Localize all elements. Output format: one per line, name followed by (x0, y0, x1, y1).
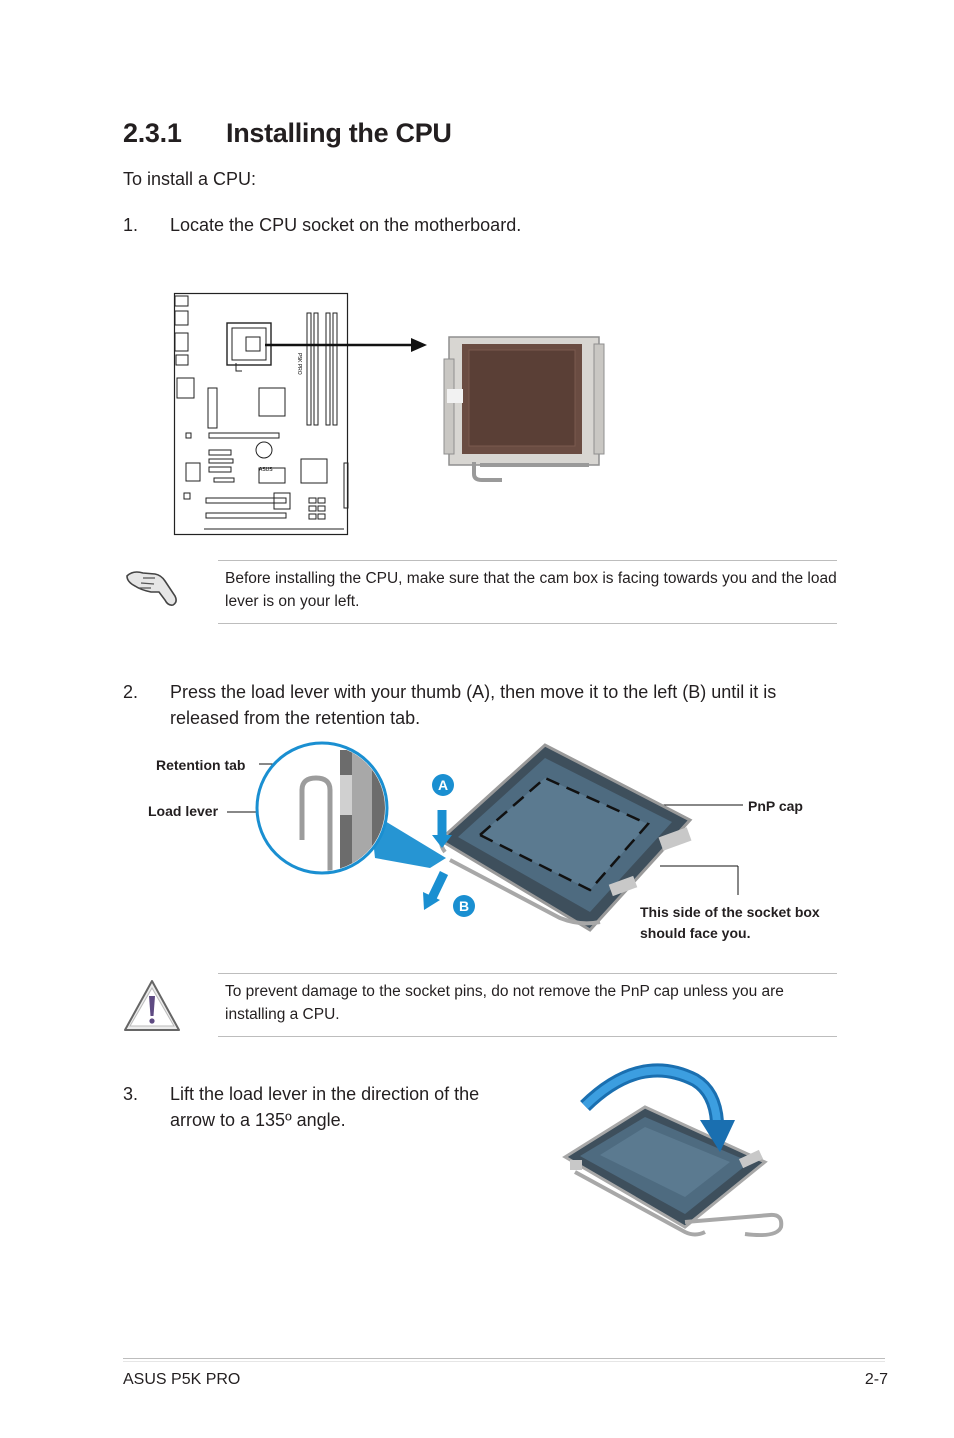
section-heading (123, 118, 452, 149)
note-cam-box-text: Before installing the CPU, make sure that the cam box is facing towards you and the load lever is on your left. (225, 570, 837, 610)
intro-text: To install a CPU: (123, 169, 257, 189)
step-3-number: 3. (123, 1084, 139, 1104)
footer-left: ASUS P5K PRO (123, 1371, 241, 1388)
marker-a-label: A (437, 777, 449, 793)
board-brand-label: ASUS (259, 467, 273, 473)
lift-lever-figure (555, 1062, 790, 1247)
load-lever-figure (0, 740, 954, 940)
hand-note-icon (121, 566, 181, 608)
socket-pointer-arrow (265, 335, 435, 355)
step-3-text: Lift the load lever in the direction of the arrow to a 135º angle. (170, 1084, 480, 1130)
load-lever-label: Load lever (148, 803, 219, 819)
socket-side-label: This side of the socket box should face you. (640, 904, 820, 941)
marker-b (453, 895, 475, 917)
section-number: 2.3.1 (123, 118, 182, 148)
step-2-number: 2. (123, 682, 139, 702)
note-pnp-cap (218, 973, 837, 1037)
footer-page-number: 2-7 (864, 1371, 888, 1388)
retention-tab-label: Retention tab (156, 757, 246, 773)
marker-b-label: B (458, 898, 470, 914)
cpu-socket-photo (444, 334, 604, 484)
note-pnp-cap-text: To prevent damage to the socket pins, do not remove the PnP cap unless you are installing a CPU. (225, 983, 784, 1023)
footer-rule (123, 1358, 885, 1362)
note-cam-box (218, 560, 837, 624)
step-1-number: 1. (123, 215, 139, 235)
step-2-text: Press the load lever with your thumb (A), then move it to the left (B) until it is released from the retention tab. (170, 682, 777, 728)
pnp-cap-label: PnP cap (748, 798, 803, 814)
section-title: Installing the CPU (226, 118, 452, 148)
caution-icon (122, 978, 182, 1034)
motherboard-diagram (174, 293, 349, 536)
board-model-label: P5K PRO (296, 353, 302, 375)
marker-a (432, 774, 454, 796)
step-1-text: Locate the CPU socket on the motherboard. (170, 215, 522, 235)
